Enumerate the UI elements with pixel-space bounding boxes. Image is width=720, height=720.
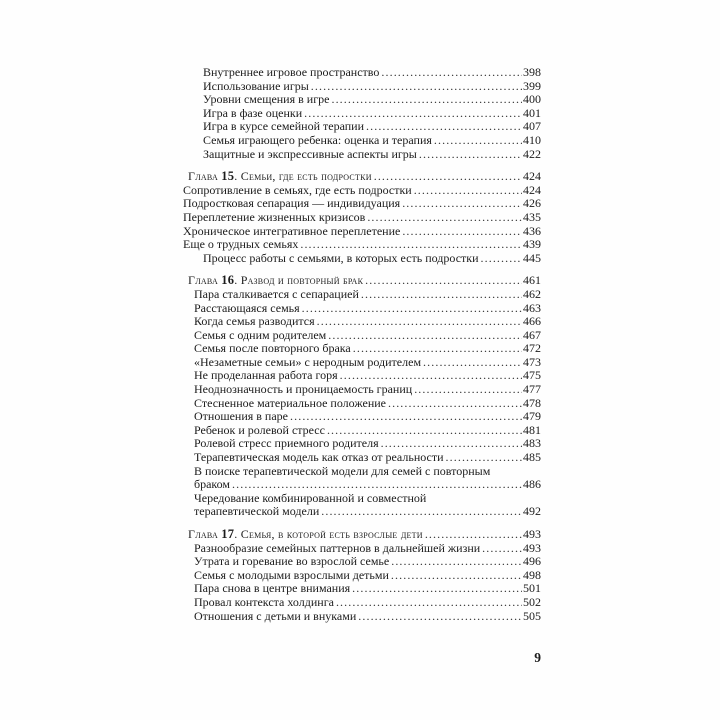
toc-entry — [183, 315, 541, 329]
leader-dots — [317, 315, 522, 329]
toc-entry — [183, 342, 541, 356]
toc-page-number: 422 — [523, 146, 541, 161]
toc-entry — [183, 383, 541, 397]
toc-entry-text: Расстающаяся семья — [194, 300, 300, 315]
toc-page-number: 401 — [523, 105, 541, 120]
toc-entry-text: Неоднозначность и проницаемость границ — [194, 382, 413, 397]
leader-dots — [434, 134, 522, 148]
toc-entry — [183, 80, 541, 94]
toc-entry-text: Пара снова в центре внимания — [194, 581, 351, 596]
toc-entry — [183, 329, 541, 343]
toc-entry-text: Не проделанная работа горя — [194, 368, 338, 383]
leader-dots — [366, 120, 522, 134]
toc-entry-text: Пара сталкивается с сепарацией — [194, 286, 359, 301]
toc-entry — [183, 451, 541, 465]
toc-entry-text: Разнообразие семейных паттернов в дальнейшей жизни — [194, 540, 481, 555]
toc-entry — [183, 356, 541, 370]
toc-entry-text: Стесненное материальное положение — [194, 395, 386, 410]
toc-entry — [183, 211, 541, 225]
toc-entry-text: Подростковая сепарация — индивидуация — [183, 196, 401, 211]
toc-page-number: 475 — [523, 368, 541, 383]
toc-page-number: 486 — [523, 477, 541, 492]
leader-dots — [365, 274, 522, 288]
toc-entry-text: Ролевой стресс приемного родителя — [194, 436, 379, 451]
leader-dots — [361, 288, 522, 302]
toc-entry — [183, 505, 541, 519]
toc-page-number: 492 — [523, 504, 541, 519]
leader-dots — [352, 582, 522, 596]
leader-dots — [414, 383, 522, 397]
leader-dots — [481, 252, 522, 266]
toc-page-number: 479 — [523, 409, 541, 424]
toc-entry-text: Семья после повторного брака — [194, 341, 351, 356]
toc-entry — [183, 437, 541, 451]
toc-entry — [183, 302, 541, 316]
toc-page-number: 463 — [523, 300, 541, 315]
toc-entry — [183, 288, 541, 302]
toc-chapter-heading — [183, 170, 541, 184]
toc-entry-text: Семья с одним родителем — [194, 327, 327, 342]
toc-page-number: 493 — [523, 540, 541, 555]
leader-dots — [290, 410, 522, 424]
toc-page-number: 410 — [523, 132, 541, 147]
toc-entry-text: Защитные и экспрессивные аспекты игры — [203, 146, 417, 161]
toc-entry-text: Внутреннее игровое пространство — [203, 65, 380, 79]
toc-entry — [183, 582, 541, 596]
toc-entry-text: Использование игры — [203, 78, 309, 93]
toc-entry — [183, 478, 541, 492]
toc-chapter-title: Глава 16. Развод и повторный брак — [188, 273, 364, 288]
toc-entry — [183, 569, 541, 583]
leader-dots — [304, 107, 522, 121]
toc-entry-text: Отношения с детьми и внуками — [194, 608, 357, 623]
leader-dots — [302, 302, 522, 316]
toc-page-number: 472 — [523, 341, 541, 356]
toc-page-number: 501 — [523, 581, 541, 596]
leader-dots — [381, 437, 522, 451]
toc-page-number: 478 — [523, 395, 541, 410]
leader-dots — [425, 528, 522, 542]
leader-dots — [232, 478, 522, 492]
leader-dots — [482, 542, 522, 556]
chapter-number: 16 — [221, 273, 235, 288]
toc-entry — [183, 369, 541, 383]
toc-chapter-title: Глава 15. Семьи, где есть подростки — [188, 169, 372, 184]
toc-entry — [183, 107, 541, 121]
toc-entry — [183, 596, 541, 610]
toc-page-number: 481 — [523, 422, 541, 437]
toc-entry-text: терапевтической модели — [194, 504, 320, 519]
toc-page-number: 407 — [523, 119, 541, 134]
leader-dots — [327, 424, 522, 438]
toc-entry — [183, 555, 541, 569]
toc-chapter-heading — [183, 528, 541, 542]
leader-dots — [391, 569, 522, 583]
toc-entry — [183, 424, 541, 438]
leader-dots — [388, 397, 522, 411]
toc-page-number: 483 — [523, 436, 541, 451]
toc-page-number: 436 — [523, 223, 541, 238]
leader-dots — [414, 184, 522, 198]
leader-dots — [423, 356, 522, 370]
table-of-contents — [183, 66, 541, 623]
toc-page-number: 424 — [523, 169, 541, 184]
leader-dots — [391, 555, 522, 569]
leader-dots — [374, 170, 522, 184]
toc-entry-text: Сопротивление в семьях, где есть подростки — [183, 182, 412, 197]
toc-entry-text: Игра в фазе оценки — [203, 105, 303, 120]
toc-page-number: 493 — [523, 527, 541, 541]
toc-page-number: 399 — [523, 78, 541, 93]
toc-entry — [183, 252, 541, 266]
leader-dots — [402, 197, 522, 211]
toc-entry — [183, 610, 541, 624]
toc-page-number: 473 — [523, 354, 541, 369]
toc-entry-text: Провал контекста холдинга — [194, 594, 334, 609]
toc-page-number: 461 — [523, 273, 541, 288]
leader-dots — [340, 369, 522, 383]
toc-entry — [183, 134, 541, 148]
toc-page-number: 467 — [523, 327, 541, 342]
toc-page-number: 435 — [523, 209, 541, 224]
toc-page-number: 398 — [523, 65, 541, 79]
toc-chapter-title: Глава 17. Семья, в которой есть взрослые дети — [188, 527, 423, 541]
toc-entry-text: Когда семья разводится — [194, 314, 315, 329]
toc-entry-text: Ребенок и ролевой стресс — [194, 422, 325, 437]
toc-page-number: 445 — [523, 250, 541, 265]
leader-dots — [353, 342, 522, 356]
toc-entry — [183, 184, 541, 198]
toc-page-number: 477 — [523, 382, 541, 397]
toc-entry — [183, 120, 541, 134]
toc-page-number: 439 — [523, 237, 541, 252]
toc-entry — [183, 238, 541, 252]
toc-page-number: 498 — [523, 567, 541, 582]
leader-dots — [311, 80, 522, 94]
toc-entry-text: Чередование комбинированной и совместной — [194, 490, 427, 505]
toc-entry-text: браком — [194, 477, 231, 492]
toc-entry-text: Терапевтическая модель как отказ от реальности — [194, 450, 444, 465]
toc-entry-text: Переплетение жизненных кризисов — [183, 209, 366, 224]
toc-chapter-heading — [183, 274, 541, 288]
toc-entry — [183, 542, 541, 556]
chapter-number: 17 — [221, 527, 235, 541]
toc-entry-text: Процесс работы с семьями, в которых есть подростки — [203, 250, 479, 265]
leader-dots — [321, 505, 522, 519]
leader-dots — [381, 66, 522, 80]
leader-dots — [358, 610, 522, 624]
leader-dots — [331, 93, 522, 107]
toc-page-number: 466 — [523, 314, 541, 329]
toc-entry-text: Уровни смещения в игре — [203, 92, 330, 107]
toc-entry-text: Семья с молодыми взрослыми детьми — [194, 567, 389, 582]
leader-dots — [300, 238, 522, 252]
toc-entry-text: «Незаметные семьи» с неродным родителем — [194, 354, 422, 369]
toc-entry — [183, 93, 541, 107]
toc-entry — [183, 197, 541, 211]
toc-entry-text: Игра в курсе семейной терапии — [203, 119, 365, 134]
toc-entry — [183, 410, 541, 424]
toc-entry — [183, 397, 541, 411]
folio-page-number: 9 — [534, 650, 541, 665]
toc-page-number: 424 — [523, 182, 541, 197]
chapter-number: 15 — [221, 169, 235, 184]
toc-entry — [183, 66, 541, 80]
leader-dots — [446, 451, 522, 465]
toc-entry — [183, 148, 541, 162]
page-footer — [183, 651, 541, 665]
toc-entry-text: Утрата и горевание во взрослой семье — [194, 554, 390, 569]
toc-entry-text: Еще о трудных семьях — [183, 237, 299, 252]
leader-dots — [402, 225, 522, 239]
leader-dots — [419, 148, 522, 162]
toc-page-number: 502 — [523, 594, 541, 609]
leader-dots — [336, 596, 522, 610]
toc-entry-continuation — [183, 492, 541, 506]
toc-page-number: 462 — [523, 286, 541, 301]
toc-entry-text: Хроническое интегративное переплетение — [183, 223, 401, 238]
leader-dots — [367, 211, 522, 225]
toc-entry-continuation — [183, 465, 541, 479]
toc-entry-text: Отношения в паре — [194, 409, 289, 424]
toc-page-number: 400 — [523, 92, 541, 107]
leader-dots — [328, 329, 522, 343]
toc-entry — [183, 225, 541, 239]
toc-page-number: 485 — [523, 450, 541, 465]
toc-page-number: 505 — [523, 608, 541, 623]
toc-entry-text: В поиске терапевтической модели для семей с повторным — [194, 463, 491, 478]
toc-page-number: 496 — [523, 554, 541, 569]
toc-page-number: 426 — [523, 196, 541, 211]
toc-entry-text: Семья играющего ребенка: оценка и терапия — [203, 132, 432, 147]
